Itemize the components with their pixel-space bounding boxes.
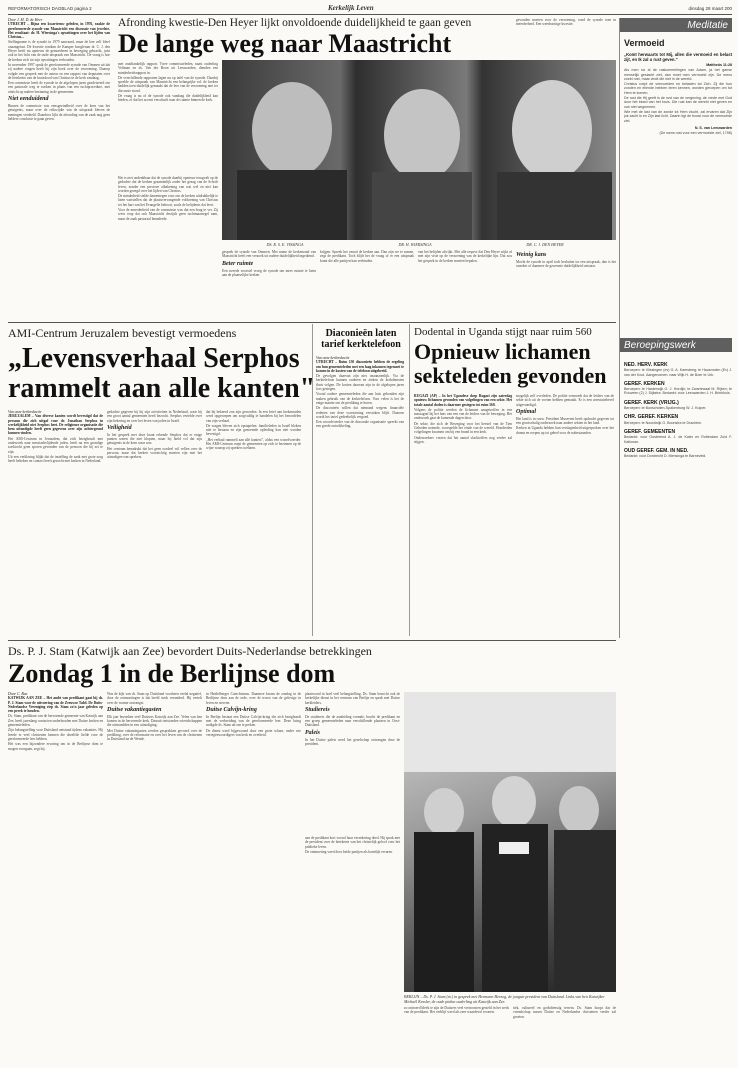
article2-column-3: dat hij bekeerd zou zijn geworden. In een brief aan kerkenraden werd opgeroepen om zorgvuldig te handelen bij het beoordelen van zijn verhaal. De vragen bleven zich opstapelen: familieleden in Israël bleken niet te bestaan en zijn genoemde opleiding kon niet worden bevestigd. „Het verhaal rammelt aan alle kanten\", aldus een woordvoerder. Het AMI-Centrum roept de gemeenten op zich te bezinnen op de wijze waarop zij sprekers toelaten. (206, 410, 301, 451)
article1-column-7: Weinig kans Mocht de synode in april toch besluiten tot een uitspraak, dan is het onzeker of daarmee de gewenste duidelijkheid ontstaat. (516, 252, 616, 269)
subhead-3: Weinig kans (516, 252, 547, 258)
article1-column-4: gesprek de synode van Ommen. Met name de kerkenraad van Maastricht heeft een verzoek tot nadere duidelijkheid ingediend. Beter ruimte Een tweede voorstel vroeg de synode om meer ruimte te laten aan de plaatselijke kerken. (222, 250, 316, 277)
byline: Door J. M. D. de Heer (8, 18, 43, 22)
meditatie-title: Vermoeid (624, 38, 665, 48)
article5-column-3: in Heidelberger Catechismus. Daarmee kwam de zondag in de Berlijnse dom aan de orde, over de troost van de gelovige in leven en sterven. Duitse Calvijn-kring In Berlijn bestaat een Duitse Calvijn-kring die zich bezighoudt met de verbreiding van de gereformeerde leer. Deze kring nodigde ds. Stam uit om te preken. De dienst werd bijgewoond door een grote schare, onder wie vertegenwoordigers van kerk en overheid. (206, 692, 301, 738)
church-heading: NED. HERV. KERK (624, 362, 668, 368)
header-section: Kerkelijk Leven (328, 4, 374, 12)
article5-headline: Zondag 1 in de Berlijnse dom (8, 659, 336, 688)
article1-column-8: gevonden moeten voor de verzoening, vond de synode toen in meerderheid. Een weerbarstige kwestie. (516, 18, 616, 27)
meditatie-author-note: (De wens rust voor een vermoeide ziel, 1798) (659, 131, 732, 136)
article1-column-2: met onafhankelijk rapport. Twee commissieleden, naast ouderling Veltman en ds. Van der Boon uit Leeuwarden, dienden een minderheidsrapport in. De verschillende rapporten lagen nu op tafel van de synode. Daarbij speelde de uitspraak van Maastricht een belangrijke rol: de kerken hadden toen duidelijk gemaakt dat de leer van de verzoening niet ter discussie stond. De vraag is nu of de synode ook vandaag die duidelijkheid kan bieden, of dat het accent verschuift naar de ruimte binnen de kerk. (118, 62, 218, 103)
church-heading: GEREF. GEMEENTEN (624, 428, 676, 435)
church-text: Beroepen: te Noordwijk G. Boonstra te Drachten. (624, 420, 703, 425)
article3-headline: Diaconieën laten tarief kerktelefoon (321, 328, 401, 350)
article4-headline-1: Opnieuw lichamen (414, 339, 591, 364)
meditatie-quote-ref: Mattheüs 11:28 (706, 63, 732, 67)
article4-headline-2: sekteleden gevonden (414, 363, 607, 388)
article5-column-5: aan de predikant kort vooraf haar verzekering deed. Hij sprak met de president over de betekenis van het christelijk geloof voor het publieke leven. De ontmoeting werd door beide partijen als hartelijk ervaren. (305, 836, 400, 854)
article3-byline: Van onze kerkredactie (316, 356, 350, 360)
church-heading: GEREF. KERK (VRIJG.) (624, 399, 679, 406)
article5-byline: Door C. Bax (8, 692, 28, 696)
page-header (8, 4, 732, 14)
article5-kicker: Ds. P. J. Stam (Katwijk aan Zee) bevordert Duits-Nederlandse betrekkingen (8, 644, 372, 658)
beroeping-list (624, 358, 732, 638)
section-rule-1 (8, 322, 616, 323)
sidebar-divider (619, 18, 620, 638)
article5-subhead-2: Studiereis (305, 706, 330, 713)
reception-illustration (404, 692, 616, 992)
headline: De lange weg naar Maastricht (118, 29, 452, 58)
article5-subhead-3: Duitse Calvijn-kring (206, 706, 257, 713)
church-heading: GEREF. KERKEN (624, 380, 665, 387)
church-heading: OUD GEREF. GEM. IN NED. (624, 447, 689, 454)
article5-column-4: plaatsvond in hoel veel belangstelling. Ds. Stam bezocht ook de kerkelijke dienst in het centrum van Berlijn en sprak met Duitse kerkleiders. Studiereis De studiereis die de aanleiding vormde, bracht de predikant en een groep gemeenteleden naar verschillende plaatsen in Oost-Duitsland. Paleis In het Duitse paleis werd het gezelschap ontvangen door de president. (305, 692, 400, 747)
header-left: REFORMATORISCH DAGBLAD pagina 2 (8, 6, 92, 11)
portraits-illustration (222, 60, 616, 240)
article1-column-3: Het is niet ondenkbaar dat de synode daarbij opnieuw terugvalt op de gedachte dat de kerken gezamenlijk onder het gezag van de Schrift leven, zonder een precieze afbakening van wat wel en niet kan worden gezegd over het lijden van Christus. De minderheid stelde daarentegen voor om de kerken uitdrukkelijk te laten vaststellen dat de plaatsvervangende voldoening van Christus tot het hart van het Evangelie behoort, zoals de belijdenis dat leert. Voor de meerderheid van de commissie was dat een brug te ver. Zij wees erop dat ook Maastricht destijds geen tuchtmaatregel nam, maar de zaak pastoraal benaderde. (118, 176, 218, 221)
photo-caption-3: DR. C. J. DEN HEYER (526, 242, 564, 247)
meditatie-header: Meditatie (620, 18, 732, 32)
article1-left-column: Door J. M. D. de Heer UTRECHT – Bijna een kwarteeuw geleden, in 1976, raakte de gereformeerde synode van Maastricht een discussie van jewelste. Het resultaat: dr. H. Wiersinga's opvattingen over het lijden van Christus... Stellingname is de synode in 1979 aanvaard, maar de leer zelf bleef onaangetast. De kwestie rondom de Kamper hoogleraar dr. C. J. den Heyer heeft nu opnieuw de gemoederen in beweging gebracht, juist ook in het licht van de oude uitspraak van Maastricht. De vraag is hoe de kerken zich tot zijn opvattingen verhouden. In november 1997 sprak de gereformeerde synode van Ommen uit dat zij nadere vragen heeft bij zijn boek over de verzoening. Daarop volgde een gesprek met de auteur en een rapport van deputaten over de betekenis van de kruisdood van Christus in de kerk vandaag. Een commissie heeft de synode in de afgelopen jaren geadviseerd om een pastorale weg te zoeken in plaats van een tuchtprocedure, met uitzicht op nadere bezinning in de gemeenten. Niet eenduidend Binnen de commissie was eensgezindheid over de kern van het getuigenis, maar over de reikwijdte van de uitspraak bleven de meningen verdeeld. Daardoor lijkt de afronding van de zaak nog geen heldere conclusie te gaan geven. (8, 18, 110, 121)
article-lead: UTRECHT – Bijna een kwarteeuw geleden, in 1976, raakte de gereformeerde synode van Maastricht een discussie van jewelste. Het resultaat: dr. H. Wiersinga's opvattingen over het lijden van Christus... (8, 22, 110, 40)
article2-headline-1: „Levensverhaal Serphos (8, 343, 300, 374)
berlin-photo (404, 692, 616, 992)
church-text: Beroepen: te Harderwijk G. J. Hordijk; te Zwartewaal M. Rijken; te Rouveen (2) J. Dijkstra. Bedankt: voor Leeuwarden J. H. Brinkhuis. (624, 387, 732, 396)
article2-column-1: Van onze kerkredactie JERUZALEM – Van diverse kanten wordt bevestigd dat de persoon die zich uitgaf voor dr. Jonathan Serphos in werkelijkheid niet Serphos heet. De religieuze organisatie die hem uitnodigde heeft geen gegevens over zijn achtergrond kunnen vinden. Het AMI-Centrum in Jeruzalem, dat zich bezighoudt met onderzoek naar messiasbelijdende joden, heeft na een grondige zoektocht geen sporen gevonden van de persoon die hij zei te zijn. Uit een verklaring blijkt dat de instelling de zaak met grote zorg heeft bekeken en contact heeft gezocht met kerken in Nederland. (8, 410, 103, 464)
church-text: Bedankt: voor Oosterend A. J. de Kater en Rotterdam Zuid F. Kalkman. (624, 435, 732, 444)
article2-byline: Van onze kerkredactie (8, 410, 42, 414)
article1-column-5: krijgen. Spreek het vanuit de kerken aan. Dan zijn we er samen, zegt de predikant. Toch blijft het de vraag of er een uitspraak komt die alle partijen kan verbinden. (320, 250, 414, 263)
church-text: Beroepen: te Bunschoten-Spakenburg W. J. Kuiper. (624, 406, 707, 411)
article2-subhead: Veiligheid (107, 424, 132, 431)
meditatie-quote: „Komt herwaarts tot Mij, allen die vermoeid en belast zijt, en Ik zal u rust geven." (624, 52, 732, 62)
article3-text: Van onze kerkredactie UTRECHT – Ruim 150 diaconieën hebben de regeling om hun gemeenteleden met een laag inkomen tegemoet te komen in de kosten van de telefoon uitgebreid. De gevolgen daarvan zijn niet onaanzienlijk. Via de kerktelefoon kunnen ouderen en zieken de kerkdiensten thuis volgen. De kosten daarvan zijn in de afgelopen jaren fors gestegen. Vooral oudere gemeenteleden die aan huis gebonden zijn maken gebruik van de kerktelefoon. Voor velen is het de enige manier om de prediking te horen. De diaconieën willen dat niemand wegens financiële redenen van deze voorziening verstoken blijft. Daarom wordt het tarief gedeeltelijk vergoed. Een woordvoerder van de diaconale organisatie spreekt van een goede ontwikkeling. (316, 356, 404, 429)
article1-column-6: van het belijden afwijkt. Met alle respect dat Den Heyer wijkt af met zijn visie op de verzoening van de kerkelijke lijn. Dat zou het gesprek in de kerken moeten bepalen. (418, 250, 512, 263)
meditatie-author: N. S. van Leeuwarden (694, 125, 732, 130)
beroeping-header: Beroepingswerk (620, 338, 732, 352)
article5-column-2: Was de kijk van ds. Stam op Duitsland voorheen veelal negatief, door de ontmoetingen is dat beeld sterk veranderd. Hij vertelt over de warme ontvangst. Duitse vakantiegasten Elk jaar bezoeken veel Duitsers Katwijk aan Zee. Velen van hen komen in de hervormde kerk. Daaruit ontstonden vriendschappen die uitmondden in een uitnodiging. Met Duitse vakantiegasten werden gesprekken gevoerd over de prediking, over de reformatie en over het leven van de christenen in Duitsland na de Wende. (107, 692, 202, 742)
subhead-2: Beter ruimte (222, 260, 254, 267)
photo-caption-2: DR. H. WIERSINGA (398, 242, 432, 247)
article4-column-2: mogelijk zelf overleden. De politie vermoedt dat de leiders van de sekte zich uit de voeten hebben gemaakt. Er is een arrestatiebevel uitgevaardigd. Optimal Het land is in rouw. President Museveni heeft opdracht gegeven tot een grootschalig onderzoek naar andere sekten in het land. Kerken in Uganda hebben hun verslagenheid uitgesproken over het drama en roepen op tot gebed voor de nabestaanden. (516, 394, 614, 435)
subhead: Niet eenduidend (8, 96, 49, 103)
portrait-photos (222, 60, 616, 240)
article2-kicker: AMI-Centrum Jeruzalem bevestigt vermoedens (8, 326, 237, 340)
article5-column-7: tiek, cultureel en godsdienstig terrein. Ds. Stam hoopt dat de vriendschap tussen Duitse en Nederlandse christenen verder zal groeien. (513, 1006, 616, 1019)
section-rule-2 (8, 640, 616, 641)
header-date: dinsdag 28 maart 200 (688, 6, 732, 11)
photo-caption-1: DS. R. S. E. VISSINGA (266, 242, 304, 247)
article5-subhead-1: Duitse vakantiegasten (107, 706, 162, 713)
article4-subhead: Optimal (516, 408, 537, 415)
article2-column-2: gedachte gegeven bij hij zijn activiteiten in Nederland, waar hij een groot aantal gemeenten heeft bezocht. Serphos vertelde over zijn bekering en over het leven van joden in Israël. Veiligheid In het gesprek met deze krant erkende Serphos dat er enige punten waren die niet klopten, maar hij hield vol dat zijn getuigenis in de kern waar was. Het centrum benadrukt dat het geen oordeel wil vellen over de persoon, maar dat kerken voorzichtig moeten zijn met het uitnodigen van sprekers. (107, 410, 202, 460)
church-heading: CHR. GEREF. KERKEN (624, 414, 679, 421)
article4-column-1: RUGAZI (AP) – In het Ugandese dorp Rugazi zijn zaterdag opnieuw lichamen gevonden van volgelingen van een sekte. Het totale aantal doden is daarmee gestegen tot ruim 560. Volgens de politie werden de lichamen aangetroffen in een massagraf bij het huis van een van de leiders van de beweging. Het onderzoek gaat de komende dagen door. De sekte, die zich de Beweging voor het herstel van de Tien Geboden noemde, voorspelde het einde van de wereld. Honderden volgelingen kwamen om bij een brand in een kerk. Onderzoekers vrezen dat het aantal slachtoffers nog verder zal stijgen. (414, 394, 512, 444)
article5-column-6: zo ontroerd bleek te zijn de Duitsers veel vertrouwen gesteld in het werk van de predikant. Het verblijf werd als zeer waardevol ervaren. (404, 1006, 509, 1015)
header-rule (8, 14, 732, 15)
berlin-photo-caption: BERLIJN – Ds. P. J. Stam (m.) in gesprek met Hermann Herzog, de jongste president van Duitsland. Links van hen Katwijker Michaël Kessler, de oude pinkse ouderling uit Katwijk aan Zee. (404, 994, 605, 1004)
article5-subhead-4: Paleis (305, 729, 320, 736)
meditatie-text: „Komt herwaarts tot Mij, allen die vermoeid en belast zijt, en Ik zal u rust geven." Mattheüs 11:28 Als men na al de raskommelingen van Adam, ja het ganse menselijk geslacht ziet, dan moet men vermoeid zijn. De mens zoekt rust, maar vindt die niet in de wereld. Christus roept de vermoeiden en belasten tot Zich. Zij die hun zonden en ellende hebben leren kennen, worden geroepen om tot Hem te komen. De rust die Hij geeft is de rust van de vergeving, de vrede met God door het bloed van het kruis. Die rust kan de wereld niet geven en ook niet wegnemen. Wie met de last van de zonde tot Hem vlucht, zal ervaren dat Zijn juk zacht is en Zijn last licht. Daarin ligt de troost voor de vermoeide ziel. N. S. van Leeuwarden (De wens rust voor een vermoeide ziel, 1798) (624, 52, 732, 136)
article4-kicker: Dodental in Uganda stijgt naar ruim 560 (414, 326, 592, 338)
article2-headline-2: rammelt aan alle kanten" (8, 373, 316, 404)
kicker: Afronding kwestie-Den Heyer lijkt onvoldoende duidelijkheid te gaan geven (118, 17, 472, 29)
article5-column-1: Door C. Bax KATWIJK AAN ZEE – Het ambt van predikant gaat bij ds. P. J. Stam voor de uitvoering van de Zeeuwse Tafel. De Duits-Nederlandse Vereniging riep ds. Stam zo'n jaar geleden op een preek te houden. Ds. Stam, predikant van de hervormde gemeente van Katwijk aan Zee, heeft jarenlang contacten onderhouden met Duitse kerken en gemeenteleden. Zijn belangstelling voor Duitsland ontstond tijdens vakanties. Hij leerde er veel christenen kennen die dezelfde liefde voor de gereformeerde leer hebben. Het was een bijzondere ervaring om in de Berlijnse dom te mogen voorgaan, zegt hij. (8, 692, 103, 751)
church-text: Bedankt: voor Dordrecht D. Mensinga te Barneveld. (624, 454, 707, 459)
church-text: Beroepen: te Vlissingen (ev) G. A. Kamsteeg; te Hausmolen (Ev) J. van der Kooi. Aangenomen: naar Wijk H. de Boer te Urk. (624, 368, 732, 377)
